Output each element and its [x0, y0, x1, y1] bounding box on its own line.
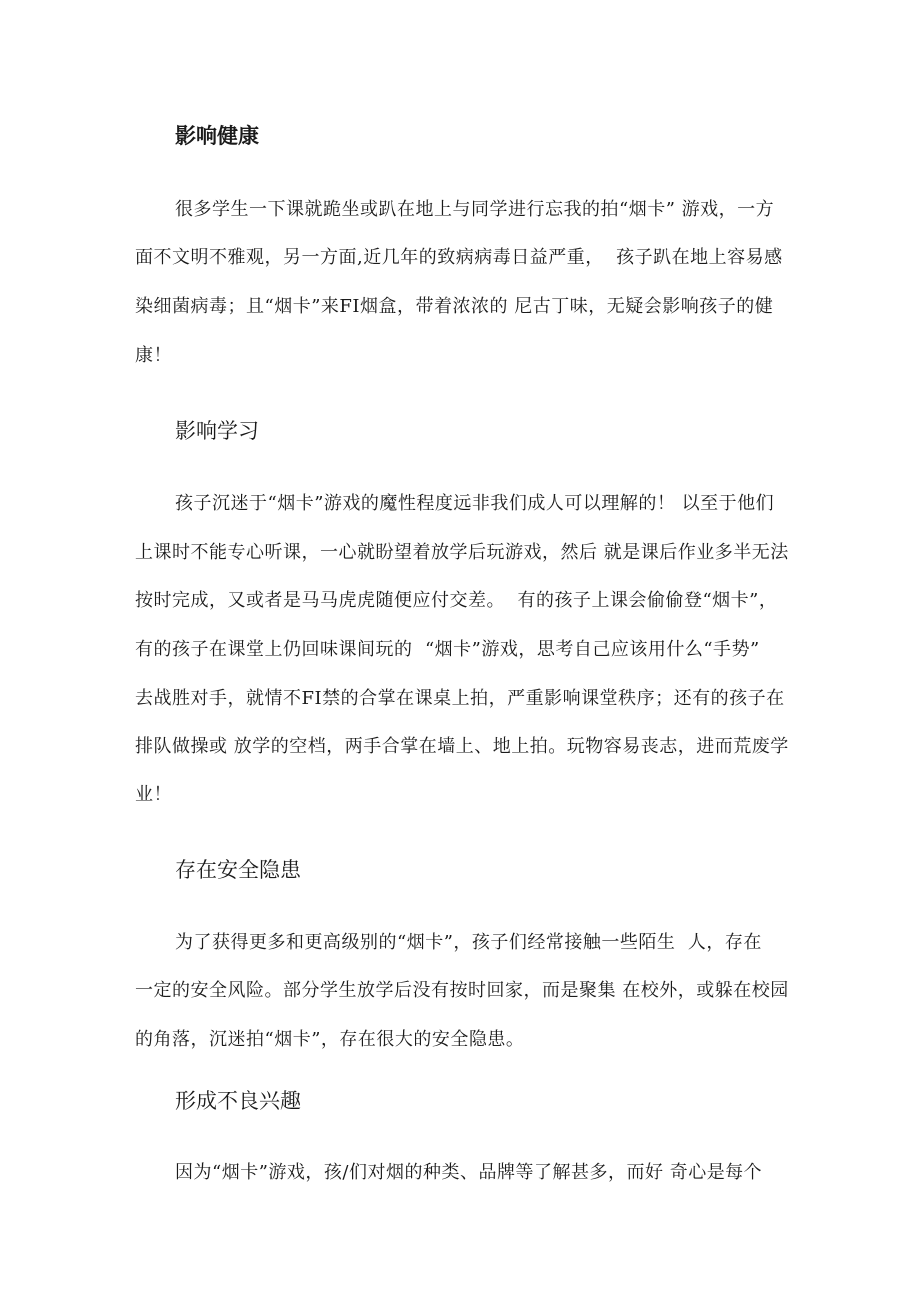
- paragraph-line: 因为“烟卡”游戏，孩/们对烟的种类、品牌等了解甚多，而好 奇心是每个: [175, 1162, 763, 1183]
- section-heading-safety: 存在安全隐患: [175, 858, 301, 882]
- paragraph-line: 染细菌病毒；且“烟卡”来FI烟盒，带着浓浓的 尼古丁味，无疑会影响孩子的健: [135, 296, 774, 317]
- section-heading-study: 影响学习: [175, 419, 259, 443]
- paragraph-line: 有的孩子在课堂上仍回味课间玩的 “烟卡”游戏，思考自己应该用什么“手势”: [135, 639, 760, 660]
- section-heading-interest: 形成不良兴趣: [175, 1089, 301, 1113]
- paragraph-line: 康！: [135, 345, 172, 366]
- paragraph-line: 的角落，沉迷拍“烟卡”，存在很大的安全隐患。: [135, 1029, 525, 1050]
- paragraph-line: 很多学生一下课就跪坐或趴在地上与同学进行忘我的拍“烟卡” 游戏，一方: [175, 199, 775, 220]
- section-heading-health: 影响健康: [175, 124, 259, 148]
- paragraph-line: 去战胜对手，就情不FI禁的合掌在课桌上拍，严重影响课堂秩序；还有的孩子在: [135, 688, 785, 709]
- paragraph-line: 孩子沉迷于“烟卡”游戏的魔性程度远非我们成人可以理解的！ 以至于他们: [175, 493, 775, 514]
- paragraph-line: 一定的安全风险。部分学生放学后没有按时回家，而是聚集 在校外，或躲在校园: [135, 980, 789, 1001]
- paragraph-line: 为了获得更多和更高级别的“烟卡”，孩子们经常接触一些陌生 人，存在: [175, 932, 762, 953]
- paragraph-line: 按时完成，又或者是马马虎虎随便应付交差。 有的孩子上课会偷偷登“烟卡”，: [135, 590, 778, 611]
- paragraph-line: 面不文明不雅观，另一方面,近几年的致病病毒日益严重， 孩子趴在地上容易感: [135, 247, 783, 268]
- paragraph-line: 业！: [135, 784, 172, 805]
- paragraph-line: 排队做操或 放学的空档，两手合掌在墙上、地上拍。玩物容易丧志，进而荒废学: [135, 736, 789, 757]
- paragraph-line: 上课时不能专心听课，一心就盼望着放学后玩游戏，然后 就是课后作业多半无法: [135, 542, 789, 563]
